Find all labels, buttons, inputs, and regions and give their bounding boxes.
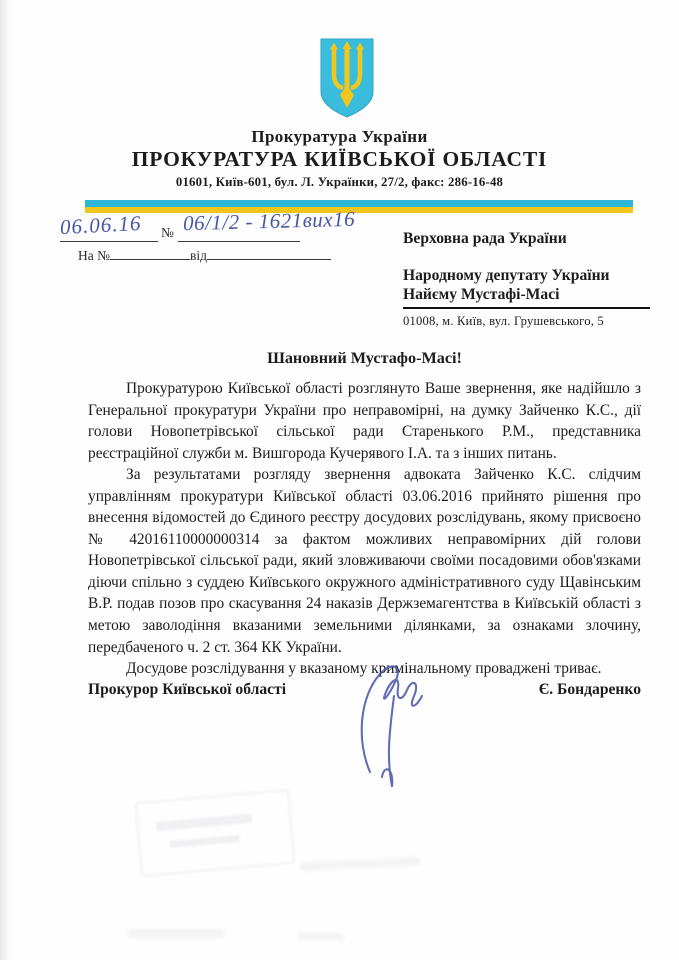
scan-smudge bbox=[128, 928, 224, 938]
scan-smudge bbox=[300, 857, 420, 871]
faint-stamp bbox=[135, 789, 295, 876]
reply-reference-line bbox=[78, 246, 331, 264]
body-paragraph-3: Досудове розслідування у вказаному кримінальному проваджені триває. bbox=[126, 660, 602, 678]
ref-number-underline bbox=[178, 241, 300, 242]
signer-position: Прокурор Київської області bbox=[88, 681, 287, 698]
recipient-org: Верховна рада України bbox=[403, 230, 567, 247]
flag-stripe-yellow bbox=[85, 207, 633, 213]
recipient-title: Народному депутату України bbox=[403, 267, 610, 284]
institution-address: 01601, Київ-601, бул. Л. Українки, 27/2, факс: 286-16-48 bbox=[175, 175, 504, 189]
number-sign-label: № bbox=[161, 225, 174, 240]
reply-no-label: На № bbox=[78, 248, 110, 263]
recipient-name: Найєму Мустафі-Масі bbox=[403, 285, 650, 309]
signer-name: Є. Бондаренко bbox=[538, 681, 641, 698]
recipient-address: 01008, м. Київ, вул. Грушевського, 5 bbox=[403, 314, 604, 328]
flag-stripe-blue bbox=[85, 200, 633, 207]
handwritten-date: 06.06.16 bbox=[59, 210, 143, 240]
reply-from-blank bbox=[207, 246, 331, 260]
reply-from-label: від bbox=[190, 248, 207, 263]
letter-body bbox=[88, 378, 641, 680]
scan-smudge bbox=[298, 933, 344, 940]
salutation: Шановний Мустафо-Масі! bbox=[267, 349, 462, 367]
signature-scribble bbox=[336, 644, 448, 796]
institution-title: ПРОКУРАТУРА КИЇВСЬКОЇ ОБЛАСТІ bbox=[131, 147, 548, 171]
flag-stripe bbox=[85, 200, 633, 213]
institution-parent-title: Прокуратура України bbox=[251, 127, 428, 146]
ukraine-trident-emblem-icon bbox=[315, 36, 379, 120]
ref-date-underline bbox=[60, 241, 158, 242]
body-paragraph-1: Прокуратурою Київської області розглянуто Ваше звернення, яке надійшло з Генеральної прокуратури України про неправомірні, на думку Зайченко К.С., дії голови Новопетрівської сільської ради Старенького Р.М., представника реєстраційної служби м. Вишгорода Кучерявого І.А. та з інших питань. bbox=[88, 380, 641, 462]
reply-no-blank bbox=[110, 246, 190, 260]
body-paragraph-2: За результатами розгляду звернення адвоката Зайченко К.С. слідчим управлінням прокуратури Київської області 03.06.2016 прийнято рішення про внесення відомостей до Єдиного реєстру досудових розслідувань, якому присвоєно № 42016110000000314 за фактом можливих неправомірних дій голови Новопетрівської сільської ради, який зловживаючи своїми посадовими обов'язками діючи спільно з суддею Київського окружного адміністративного суду Щавінським В.Р. подав позов про скасування 24 наказів Держземагентства в Київській області з метою заволодіння вказаними земельними ділянками, за ознаками злочину, передбаченого ч. 2 ст. 364 КК України. bbox=[88, 466, 641, 656]
recipient-block bbox=[403, 229, 650, 331]
handwritten-ref-number: 06/1/2 - 1621вих16 bbox=[182, 206, 356, 236]
